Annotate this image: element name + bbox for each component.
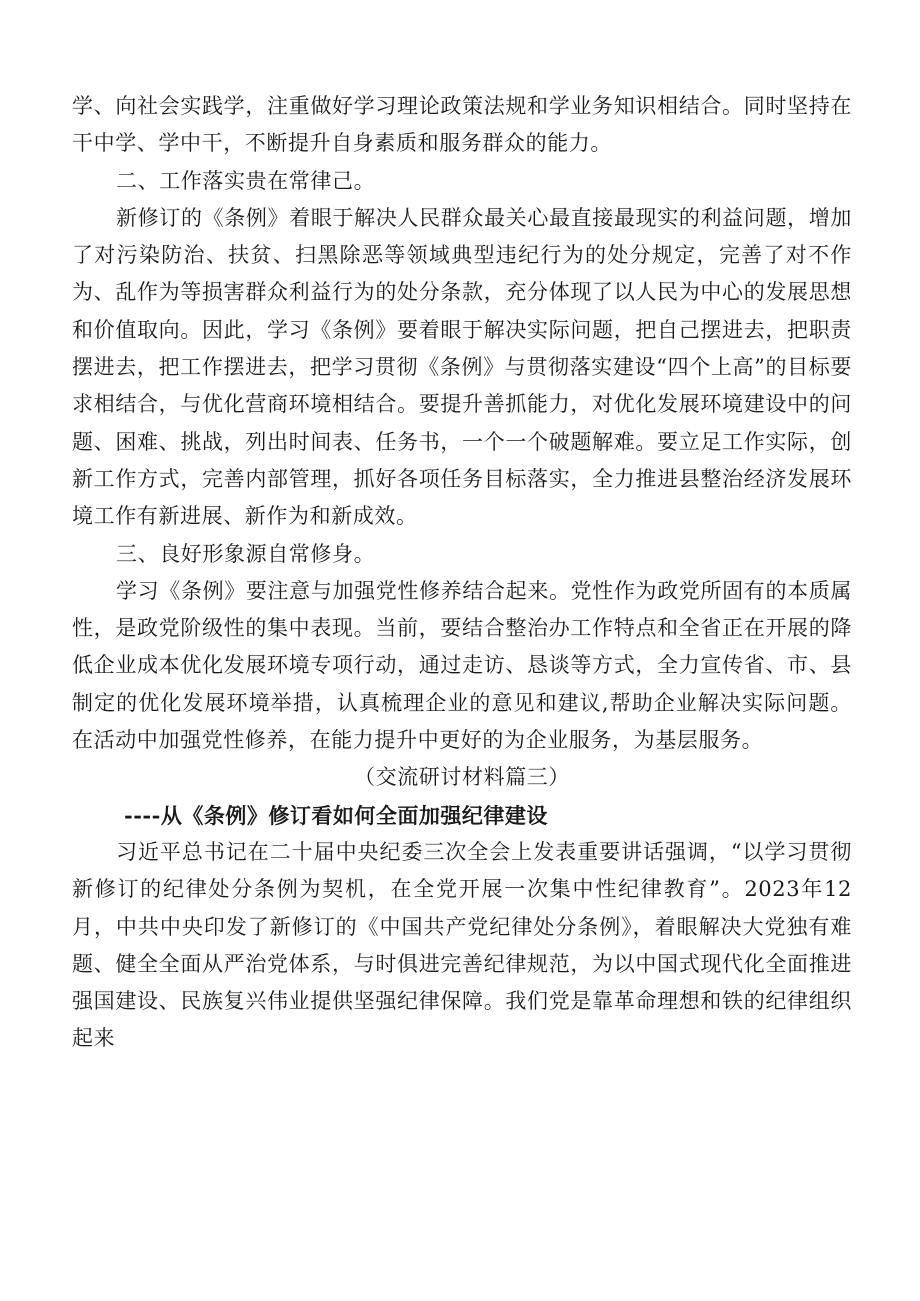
section-2-paragraph: 新修订的《条例》着眼于解决人民群众最关心最直接最现实的利益问题，增加了对污染防治、扶贫、扫黑除恶等领域典型违纪行为的处分规定，完善了对不作为、乱作为等损害群众利益行为的处分条款，充分体现了以人民为中心的发展思想和价值取向。因此，学习《条例》要着眼于解决实际问题，把自己摆进去，把职责摆进去，把工作摆进去，把学习贯彻《条例》与贯彻落实建设“四个上高”的目标要求相结合，与优化营商环境相结合。要提升善抓能力，对优化发展环境建设中的问题、困难、挑战，列出时间表、任务书，一个一个破题解难。要立足工作实际，创新工作方式，完善内部管理，抓好各项任务目标落实，全力推进县整治经济发展环境工作有新进展、新作为和新成效。: [72, 205, 852, 529]
article-paragraph: 习近平总书记在二十届中央纪委三次全会上发表重要讲话强调，“以学习贯彻新修订的纪律处分条例为契机，在全党开展一次集中性纪律教育”。2023年12月，中共中央印发了新修订的《中国共产党纪律处分条例》，着眼解决大党独有难题、健全全面从严治党体系，与时俱进完善纪律规范，为以中国式现代化全面推进强国建设、民族复兴伟业提供坚强纪律保障。我们党是靠革命理想和铁的纪律组织起来: [72, 839, 852, 1051]
article-subtitle: ----从《条例》修订看如何全面加强纪律建设: [124, 802, 548, 828]
intro-paragraph: 学、向社会实践学，注重做好学习理论政策法规和学业务知识相结合。同时坚持在干中学、学中干，不断提升自身素质和服务群众的能力。: [72, 94, 852, 156]
section-3-heading: 三、良好形象源自常修身。: [116, 541, 376, 566]
section-3-paragraph: 学习《条例》要注意与加强党性修养结合起来。党性作为政党所固有的本质属性，是政党阶级性的集中表现。当前，要结合整治办工作特点和全省正在开展的降低企业成本优化发展环境专项行动，通过走访、恳谈等方式，全力宣传省、市、县制定的优化发展环境举措，认真梳理企业的意见和建议,帮助企业解决实际问题。在活动中加强党性修养，在能力提升中更好的为企业服务，为基层服务。: [72, 578, 852, 753]
document-page: [72, 88, 852, 1058]
article-title: （交流研讨材料篇三）: [354, 765, 570, 790]
section-2-heading: 二、工作落实贵在常律己。: [116, 168, 376, 193]
